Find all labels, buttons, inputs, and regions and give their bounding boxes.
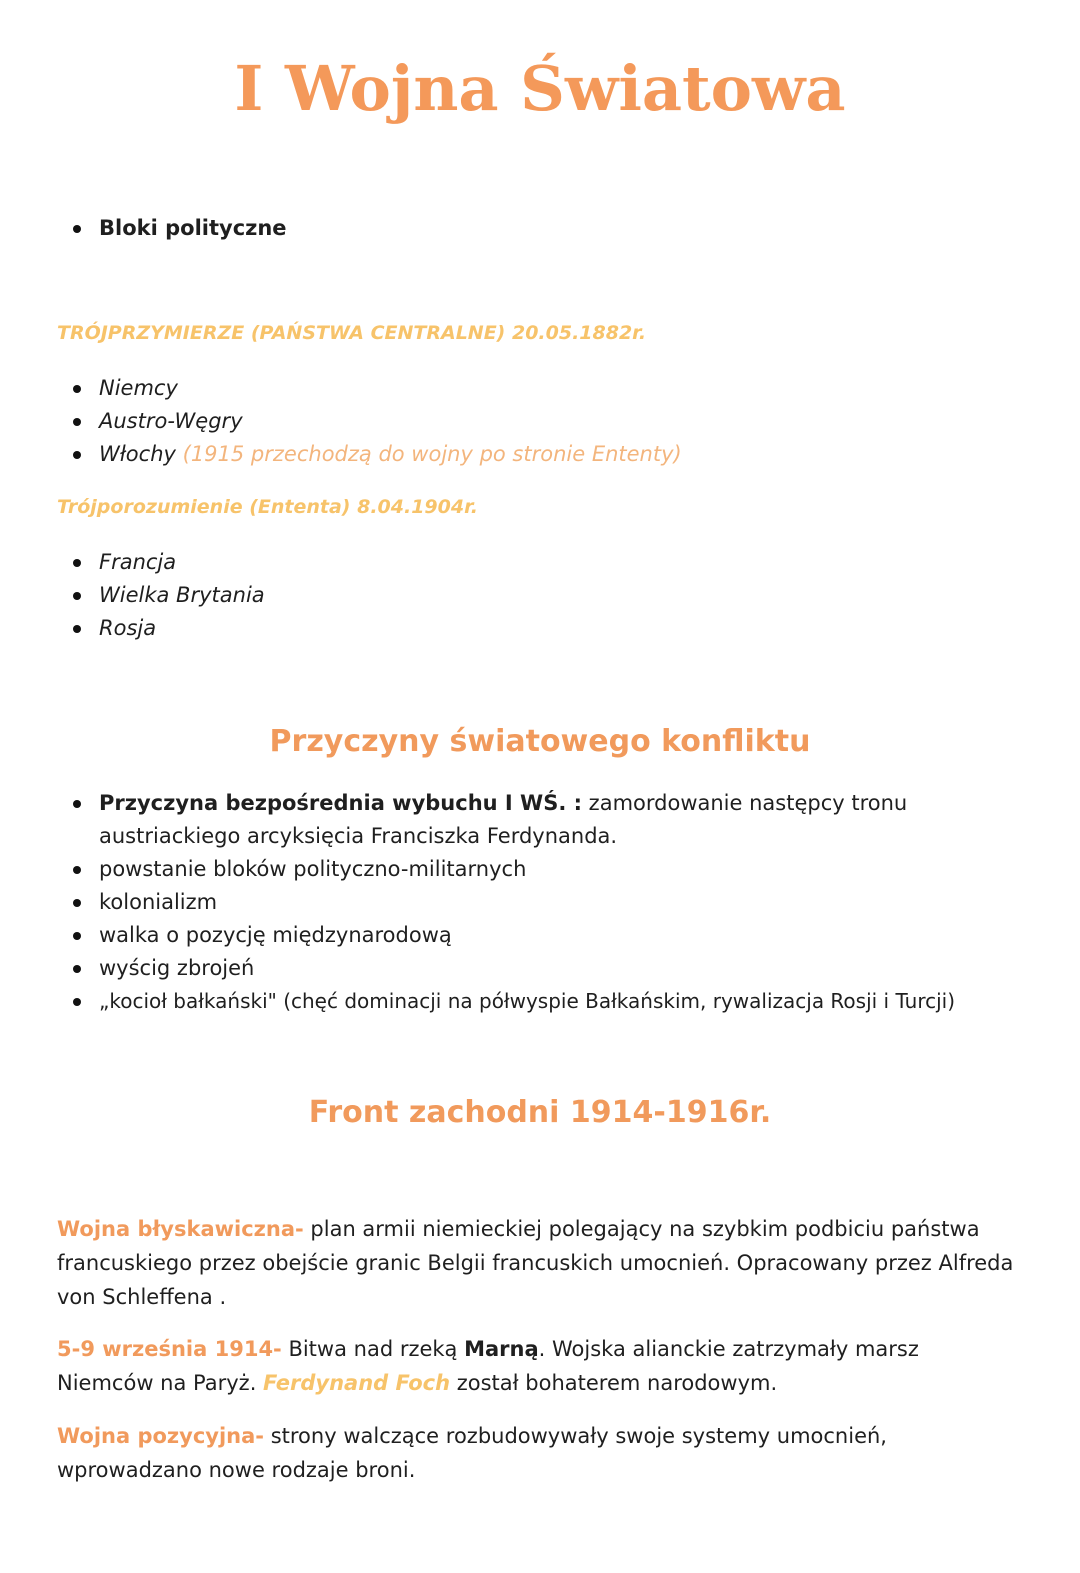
- list-item: Austro-Węgry: [58, 405, 682, 438]
- list-item: kolonializm: [58, 886, 1018, 919]
- marne-paragraph: [57, 1332, 1017, 1400]
- western-front-heading: Front zachodni 1914-1916r.: [308, 1095, 772, 1130]
- member-name: Włochy: [99, 442, 176, 466]
- marne-text-2: . Wojska alianckie zatrzymały marsz Niemców na Paryż.: [57, 1337, 919, 1395]
- list-item: Francja: [58, 546, 265, 579]
- list-item: walka o pozycję międzynarodową: [58, 919, 1018, 952]
- marne-text-1: Bitwa nad rzeką: [281, 1337, 465, 1361]
- causes-heading: Przyczyny światowego konfliktu: [269, 724, 811, 759]
- triple-alliance-list: [58, 372, 682, 471]
- marne-date: 5-9 września 1914-: [57, 1337, 282, 1361]
- list-item: powstanie bloków polityczno-militarnych: [58, 853, 1018, 886]
- list-item: Wielka Brytania: [58, 579, 265, 612]
- list-item: Niemcy: [58, 372, 682, 405]
- blitzkrieg-paragraph: [57, 1212, 1017, 1314]
- list-item: Rosja: [58, 612, 265, 645]
- intro-list: [58, 212, 287, 245]
- trench-war-label: Wojna pozycyjna-: [57, 1424, 265, 1448]
- list-item: Bloki polityczne: [58, 212, 287, 245]
- trench-war-paragraph: [57, 1419, 1017, 1487]
- marne-text-3: został bohaterem narodowym.: [450, 1371, 778, 1395]
- page-title: I Wojna Światowa: [234, 52, 846, 125]
- causes-list: [58, 787, 1018, 1018]
- list-item: [58, 787, 1018, 853]
- blitzkrieg-text: plan armii niemieckiej polegający na szybkim podbiciu państwa francuskiego przez obejście granic Belgii francuskich umocnień. Opracowany przez Alfreda von Schleffena .: [57, 1217, 1014, 1309]
- foch-name: Ferdynand Foch: [263, 1371, 451, 1395]
- blitzkrieg-label: Wojna błyskawiczna-: [57, 1217, 304, 1241]
- marne-river: Marną: [464, 1337, 539, 1361]
- list-item: wyścig zbrojeń: [58, 952, 1018, 985]
- trench-war-text: strony walczące rozbudowywały swoje systemy umocnień, wprowadzano nowe rodzaje broni.: [57, 1424, 887, 1482]
- italy-note: (1915 przechodzą do wojny po stronie Ententy): [182, 442, 682, 466]
- list-item: „kocioł bałkański" (chęć dominacji na półwyspie Bałkańskim, rywalizacja Rosji i Turcji): [58, 985, 1018, 1018]
- direct-cause-label: Przyczyna bezpośrednia wybuchu I WŚ. :: [99, 791, 582, 815]
- entente-list: [58, 546, 265, 645]
- entente-heading: Trójporozumienie (Ententa) 8.04.1904r.: [57, 496, 478, 518]
- list-item: [58, 438, 682, 471]
- direct-cause-text: zamordowanie następcy tronu austriackiego arcyksięcia Franciszka Ferdynanda.: [99, 791, 908, 848]
- triple-alliance-heading: TRÓJPRZYMIERZE (PAŃSTWA CENTRALNE) 20.05.1882r.: [57, 322, 647, 344]
